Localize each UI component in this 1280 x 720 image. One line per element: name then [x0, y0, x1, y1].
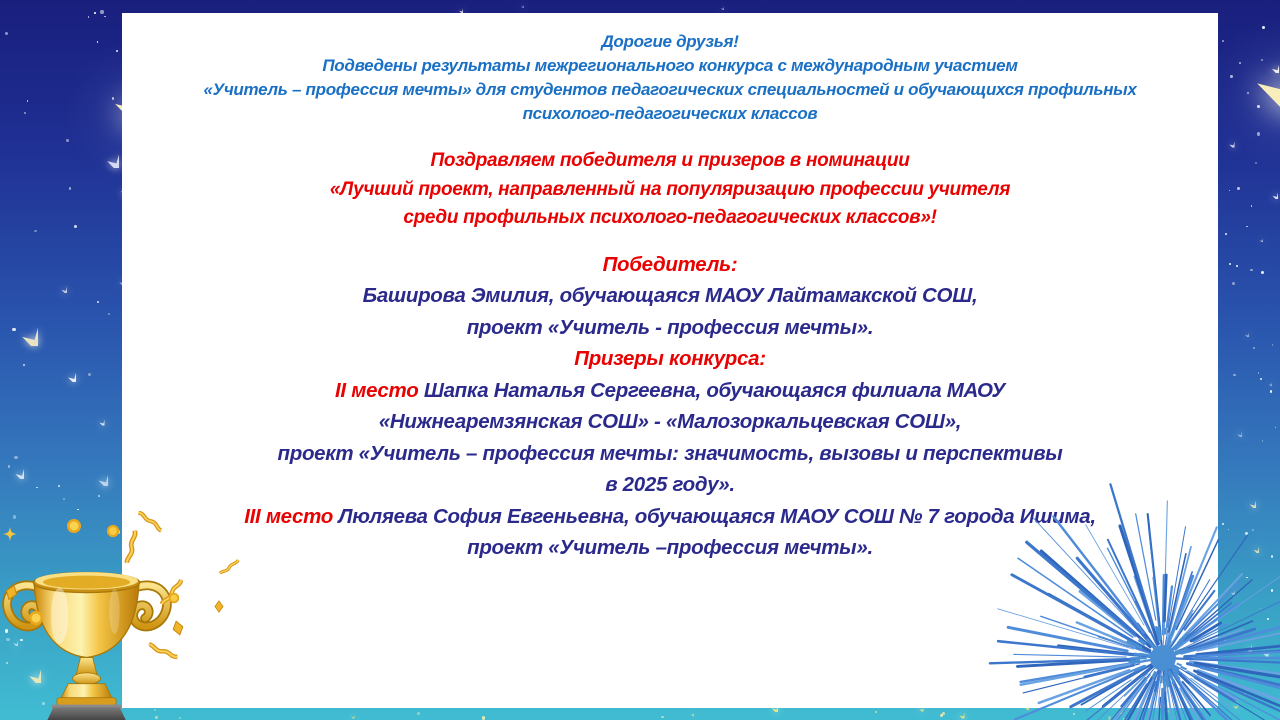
confetti-icon	[106, 524, 120, 538]
star-dot	[1260, 378, 1262, 380]
star-dot	[5, 32, 8, 35]
star-dot	[112, 97, 114, 99]
star-icon	[346, 710, 355, 719]
confetti-icon	[66, 518, 82, 534]
star-dot	[1222, 40, 1224, 42]
star-dot	[1261, 271, 1264, 274]
star-dot	[1258, 372, 1259, 373]
star-icon	[1264, 185, 1278, 199]
star-icon	[516, 0, 524, 8]
star-dot	[1232, 282, 1235, 285]
confetti-icon	[170, 619, 186, 638]
star-icon	[1222, 135, 1235, 148]
intro-line: Дорогие друзья!	[601, 32, 739, 51]
star-dot	[58, 485, 60, 487]
star-icon	[1230, 425, 1242, 437]
second-place-text: Шапка Наталья Сергеевна, обучающаяся филиала МАОУ	[423, 378, 1005, 402]
star-dot	[1272, 344, 1273, 345]
star-dot	[482, 716, 485, 719]
intro-line: «Учитель – профессия мечты» для студентов педагогических специальностей и обучающихся профильных	[203, 80, 1137, 99]
congrats-line: Поздравляем победителя и призеров в номинации	[430, 150, 910, 171]
star-dot	[34, 230, 36, 232]
star-dot	[1270, 390, 1272, 392]
star-dot	[1262, 440, 1263, 441]
star-dot	[66, 139, 69, 142]
star-dot	[1229, 190, 1230, 191]
star-dot	[12, 328, 15, 331]
star-dot	[1261, 59, 1262, 60]
star-dot	[94, 12, 96, 14]
star-dot	[108, 313, 110, 315]
star-dot	[1246, 226, 1248, 228]
star-dot	[1237, 187, 1240, 190]
star-dot	[104, 16, 106, 18]
star-dot	[74, 225, 77, 228]
confetti-icon	[214, 600, 224, 613]
star-dot	[23, 364, 25, 366]
third-place-text: Люляева София Евгеньевна, обучающаяся МАОУ СОШ № 7 города Ишима,	[338, 504, 1096, 528]
congrats-line: среди профильных психолого-педагогических классов»!	[403, 207, 937, 228]
star-dot	[27, 100, 28, 101]
trophy-cup-icon	[2, 550, 172, 720]
star-icon	[92, 413, 105, 426]
star-dot	[88, 373, 91, 376]
star-dot	[875, 711, 877, 713]
second-place-line: проект «Учитель – профессия мечты: значимость, вызовы и перспективы	[277, 441, 1063, 465]
star-dot	[100, 10, 103, 13]
star-dot	[1255, 162, 1257, 164]
star-dot	[661, 716, 663, 718]
star-icon	[453, 3, 463, 13]
prizes-heading: Призеры конкурса:	[574, 347, 766, 370]
intro-line: психолого-педагогических классов	[522, 104, 818, 123]
star-dot	[1251, 205, 1252, 206]
star-icon	[89, 138, 119, 168]
star-dot	[1225, 233, 1227, 235]
star-icon	[1255, 234, 1263, 242]
star-icon	[2, 457, 24, 479]
congrats-line: «Лучший проект, направленный на популяризацию профессии учителя	[329, 178, 1011, 200]
star-dot	[1247, 92, 1249, 94]
congrats-text	[142, 147, 1198, 233]
intro-text	[142, 30, 1198, 126]
winner-line: Баширова Эмилия, обучающаяся МАОУ Лайтамакской СОШ,	[362, 284, 978, 307]
second-place-line: «Нижнеаремзянская СОШ» - «Малозоркальцевская СОШ»,	[378, 410, 962, 433]
star-icon	[84, 462, 108, 486]
star-icon	[53, 279, 67, 293]
third-place-label: III место	[244, 504, 339, 528]
star-dot	[1229, 263, 1231, 265]
star-dot	[116, 50, 118, 52]
confetti-icon	[168, 592, 180, 604]
confetti-icon	[2, 526, 18, 542]
star-dot	[69, 187, 71, 189]
star-icon	[1239, 327, 1249, 337]
star-dot	[1236, 265, 1238, 267]
second-place-line	[142, 375, 1198, 407]
star-icon	[0, 306, 38, 346]
star-dot	[36, 487, 38, 489]
star-dot	[24, 112, 25, 113]
star-dot	[88, 16, 90, 18]
star-dot	[1233, 374, 1236, 377]
star-icon	[1261, 55, 1279, 73]
star-icon	[56, 362, 76, 382]
star-dot	[97, 301, 99, 303]
winner-line: проект «Учитель - профессия мечты».	[466, 315, 874, 339]
star-dot	[1262, 26, 1265, 29]
intro-line: Подведены результаты межрегионального конкурса с международным участием	[322, 56, 1018, 75]
star-dot	[1257, 132, 1260, 135]
firework-icon	[1000, 500, 1280, 720]
star-dot	[1275, 427, 1276, 428]
second-place-line: в 2025 году».	[605, 473, 735, 496]
star-dot	[1250, 269, 1253, 272]
star-dot	[98, 495, 100, 497]
confetti-icon	[217, 557, 241, 575]
star-dot	[8, 465, 10, 467]
star-icon	[686, 708, 694, 716]
star-dot	[1253, 347, 1256, 350]
star-dot	[14, 456, 17, 459]
star-icon	[716, 2, 724, 10]
trophy-icon	[0, 500, 250, 720]
star-dot	[417, 712, 420, 715]
winner-heading: Победитель:	[602, 252, 738, 276]
star-icon	[1264, 378, 1272, 386]
star-dot	[1230, 75, 1233, 78]
third-place-line: проект «Учитель –профессия мечты».	[467, 536, 873, 559]
second-place-label: II место	[335, 378, 424, 402]
confetti-icon	[28, 610, 44, 626]
